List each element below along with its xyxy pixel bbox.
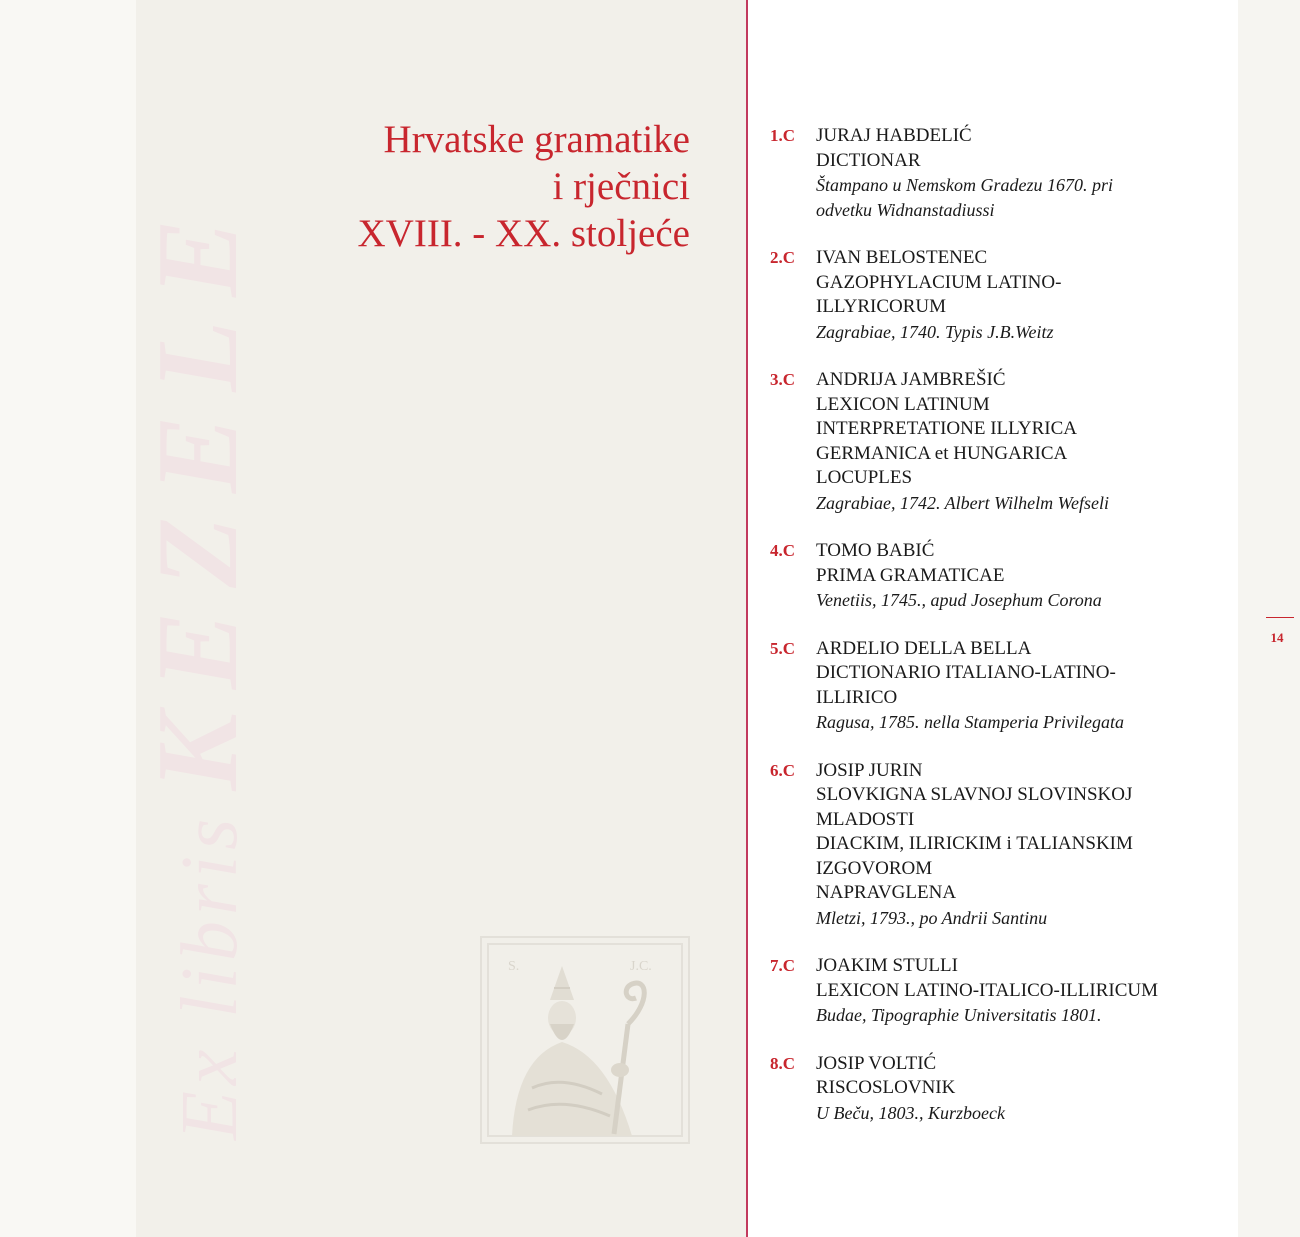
right-margin-strip <box>1238 0 1300 1237</box>
entry-imprint <box>816 710 1230 735</box>
catalog-entry <box>770 539 1230 613</box>
catalog-entry <box>770 637 1230 735</box>
woodcut-saint-illustration <box>480 936 690 1144</box>
title-line-3: XVIII. - XX. stoljeće <box>357 212 690 255</box>
entry-author-and-title <box>816 539 1230 588</box>
entry-number: 2.C <box>770 248 796 267</box>
entry-imprint <box>816 320 1230 345</box>
entry-title-line: ILLIRICO <box>816 686 898 708</box>
entry-title-line: LEXICON LATINUM <box>816 393 990 415</box>
entry-title-line: GAZOPHYLACIUM LATINO- <box>816 271 1062 293</box>
bishop-woodcut-image <box>482 938 688 1142</box>
woodcut-inscription-left: S. <box>508 959 520 974</box>
catalog-entry <box>770 246 1230 344</box>
entry-imprint <box>816 906 1230 931</box>
watermark-ex-libris: Ex libris <box>166 812 254 1140</box>
entry-imprint-line: Ragusa, 1785. nella Stamperia Privilegata <box>816 712 1124 732</box>
entry-number: 7.C <box>770 956 796 975</box>
entry-title-line: INTERPRETATIONE ILLYRICA <box>816 418 1077 439</box>
entry-number: 3.C <box>770 370 796 389</box>
entry-author-and-title <box>816 124 1230 173</box>
entry-imprint-line: Venetiis, 1745., apud Josephum Corona <box>816 590 1102 610</box>
entry-imprint <box>816 491 1230 516</box>
title-line-1: Hrvatske gramatike <box>383 118 690 161</box>
entry-imprint-line: Zagrabiae, 1740. Typis J.B.Weitz <box>816 321 1054 342</box>
entry-imprint-line: Mletzi, 1793., po Andrii Santinu <box>816 907 1048 928</box>
entry-number: 5.C <box>770 638 796 658</box>
page-spine <box>746 0 748 1237</box>
entry-body <box>816 759 1230 931</box>
entry-author: TOMO BABIĆ <box>816 540 935 561</box>
entry-body <box>816 1052 1230 1126</box>
catalog-entry <box>770 759 1230 931</box>
entry-body <box>816 954 1230 1028</box>
entry-author-and-title <box>816 954 1230 1003</box>
entry-imprint-line: Zagrabiae, 1742. Albert Wilhelm Wefseli <box>816 492 1109 513</box>
entry-author: JURAJ HABDELIĆ <box>816 125 972 146</box>
entry-author-and-title <box>816 246 1230 320</box>
entry-title-line: RISCOSLOVNIK <box>816 1077 956 1098</box>
left-margin-strip <box>0 0 136 1237</box>
entry-title-line: GERMANICA et HUNGARICA <box>816 442 1068 464</box>
entry-author: ARDELIO DELLA BELLA <box>816 637 1032 659</box>
entry-imprint <box>816 173 1230 222</box>
woodcut-inscription-right: J.C. <box>630 959 652 974</box>
entry-author: IVAN BELOSTENEC <box>816 247 988 268</box>
entry-imprint-line: U Beču, 1803., Kurzboeck <box>816 1102 1005 1123</box>
entry-body <box>816 124 1230 222</box>
entry-author-and-title <box>816 637 1230 711</box>
entry-author: JOSIP JURIN <box>816 759 923 781</box>
page-number-rule <box>1266 617 1294 618</box>
title-line-2: i rječnici <box>552 165 690 208</box>
catalog-entry <box>770 368 1230 515</box>
entry-author-and-title <box>816 1052 1230 1101</box>
page-number: 14 <box>1270 630 1284 645</box>
entry-title-line: SLOVKIGNA SLAVNOJ SLOVINSKOJ <box>816 784 1133 805</box>
entry-imprint-line: Budae, Tipographie Universitatis 1801. <box>816 1005 1102 1025</box>
entry-imprint-line: odvetku Widnanstadiussi <box>816 199 995 220</box>
catalog-entry-list <box>770 124 1230 1149</box>
entry-title-line: MLADOSTI <box>816 808 915 830</box>
entry-body <box>816 246 1230 344</box>
catalog-entry <box>770 124 1230 222</box>
entry-title-line: PRIMA GRAMATICAE <box>816 564 1005 586</box>
entry-title-line: DICTIONAR <box>816 149 921 171</box>
entry-author-and-title <box>816 368 1230 491</box>
entry-imprint <box>816 588 1230 613</box>
catalog-entry <box>770 1052 1230 1126</box>
entry-title-line: LOCUPLES <box>816 467 913 488</box>
entry-imprint <box>816 1003 1230 1028</box>
entry-author: JOSIP VOLTIĆ <box>816 1052 937 1074</box>
entry-number: 6.C <box>770 760 796 780</box>
entry-title-line: LEXICON LATINO-ITALICO-ILLIRICUM <box>816 979 1158 1001</box>
entry-author: ANDRIJA JAMBREŠIĆ <box>816 369 1006 390</box>
watermark-kezele: KEZELE <box>134 195 262 791</box>
entry-body <box>816 637 1230 735</box>
entry-number: 8.C <box>770 1053 796 1073</box>
entry-body <box>816 539 1230 613</box>
entry-author-and-title <box>816 759 1230 906</box>
entry-imprint <box>816 1101 1230 1126</box>
entry-title-line: IZGOVOROM <box>816 857 933 879</box>
entry-number: 1.C <box>770 126 796 145</box>
entry-author: JOAKIM STULLI <box>816 955 958 976</box>
page-title <box>300 116 690 257</box>
catalog-entry <box>770 954 1230 1028</box>
ex-libris-watermark <box>132 195 265 1140</box>
entry-title-line: DIACKIM, ILIRICKIM i TALIANSKIM <box>816 833 1133 854</box>
entry-imprint-line: Štampano u Nemskom Gradezu 1670. pri <box>816 175 1113 195</box>
entry-title-line: DICTIONARIO ITALIANO-LATINO- <box>816 662 1116 683</box>
entry-title-line: ILLYRICORUM <box>816 296 947 317</box>
entry-body <box>816 368 1230 515</box>
entry-title-line: NAPRAVGLENA <box>816 882 957 903</box>
entry-number: 4.C <box>770 541 796 560</box>
